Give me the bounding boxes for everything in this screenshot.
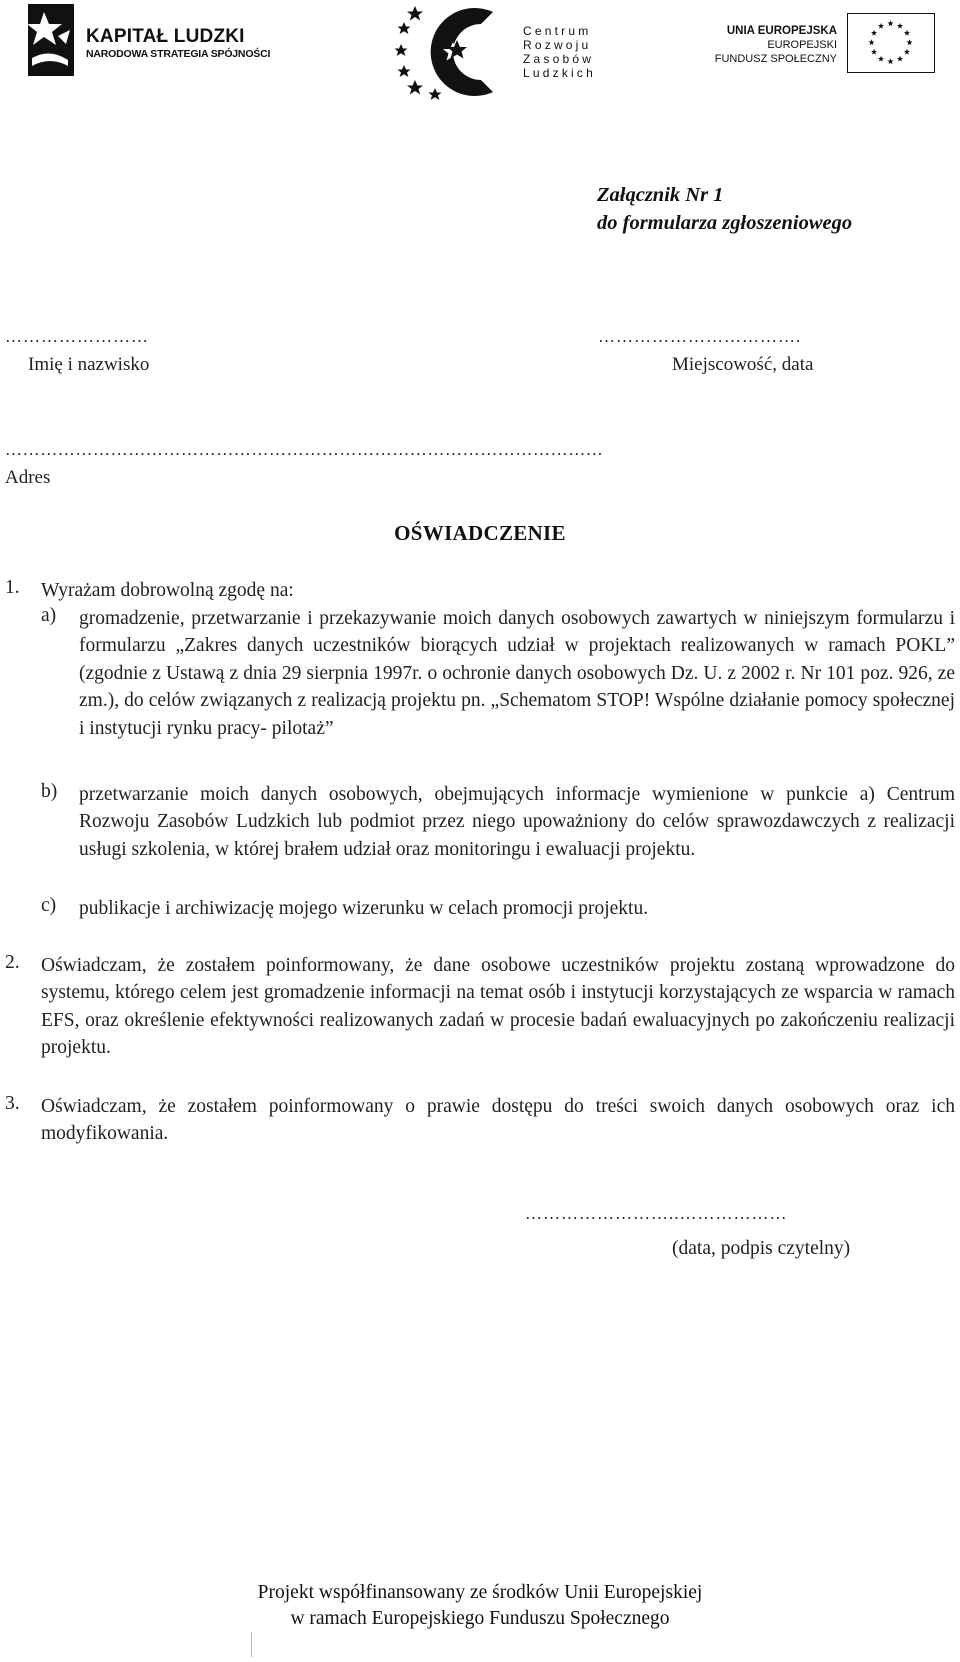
kapital-ludzki-subtitle: NARODOWA STRATEGIA SPÓJNOŚCI — [86, 48, 271, 60]
eu-star — [878, 23, 884, 29]
point-1-intro: Wyrażam dobrowolną zgodę na: — [41, 580, 294, 601]
eu-line-3: FUNDUSZ SPOŁECZNY — [714, 53, 837, 65]
point-3-text: Oświadczam, że zostałem poinformowany o prawie dostępu do treści swoich danych osobowych oraz ich modyfikowania. — [41, 1096, 955, 1145]
annex-line-1: Załącznik Nr 1 — [597, 184, 724, 206]
crzl-line-2: Rozwoju — [523, 38, 592, 52]
point-1b-label: b) — [41, 781, 58, 802]
point-2-number: 2. — [5, 952, 20, 973]
point-1c-text: publikacje i archiwizację mojego wizerunku w celach promocji projektu. — [79, 898, 649, 919]
eu-logo — [715, 13, 935, 78]
crzl-logo — [395, 2, 595, 102]
eu-line-2: EUROPEJSKI — [767, 39, 837, 51]
name-dots: …………………… — [5, 327, 149, 346]
footer-divider — [251, 1632, 252, 1657]
eu-star — [897, 56, 903, 62]
kapital-ludzki-emblem-icon — [22, 0, 78, 80]
footer-line-2: w ramach Europejskiego Funduszu Społecznego — [290, 1608, 670, 1629]
kapital-ludzki-title: KAPITAŁ LUDZKI — [86, 26, 245, 47]
eu-star — [887, 20, 893, 26]
eu-line-1: UNIA EUROPEJSKA — [726, 25, 837, 37]
eu-star — [904, 49, 910, 55]
crzl-emblem-icon — [395, 2, 505, 102]
annex-title — [597, 181, 852, 237]
point-1c-label: c) — [41, 895, 57, 916]
point-1-number: 1. — [5, 577, 20, 598]
eu-star — [906, 39, 912, 45]
eu-star — [897, 23, 903, 29]
place-date-label: Miejscowość, data — [672, 354, 814, 375]
eu-star — [904, 30, 910, 36]
crzl-line-4: Ludzkich — [523, 66, 596, 80]
signature-dots: ……………………..……………… — [525, 1204, 788, 1223]
point-1b-text: przetwarzanie moich danych osobowych, obejmujących informacje wymienione w punkcie a) Centrum Rozwoju Zasobów Ludzkich lub podmiot przez niego upoważniony do celów sprawozdawczych z realizacji usługi szkolenia, w której brałem udział oraz monitoringu i ewaluacji projektu. — [79, 784, 955, 860]
footer-line-1: Projekt współfinansowany ze środków Unii Europejskiej — [257, 1582, 703, 1603]
name-label: Imię i nazwisko — [28, 354, 150, 375]
eu-star — [871, 30, 877, 36]
eu-star — [868, 39, 874, 45]
point-2-text: Oświadczam, że zostałem poinformowany, że dane osobowe uczestników projektu zostaną wprowadzone do systemu, którego celem jest gromadzenie informacji na temat osób i instytucji korzystających ze wsparcia w ramach EFS, oraz określenie efektywności realizowanych zadań w procesie badań ewaluacyjnych po zakończeniu realizacji projektu. — [41, 955, 955, 1059]
eu-star — [871, 49, 877, 55]
eu-stars-icon — [848, 14, 933, 71]
point-1a-text: gromadzenie, przetwarzanie i przekazywanie moich danych osobowych zawartych w niniejszym formularzu i formularzu „Zakres danych uczestników biorących udział w projektach realizowanych w ramach POKL” (zgodnie z Ustawą z dnia 29 sierpnia 1997r. o ochronie danych osobowych Dz. U. z 2002 r. Nr 101 poz. 926, ze zm.), do celów związanych z realizacją projektu pn. „Schematom STOP! Wspólne działanie pomocy społecznej i instytucji rynku pracy- pilotaż” — [79, 608, 955, 739]
crzl-line-3: Zasobów — [523, 52, 595, 66]
signature-label: (data, podpis czytelny) — [672, 1238, 851, 1259]
address-dots: ………………………………………………………………………………………… — [5, 440, 604, 459]
eu-flag — [847, 13, 935, 73]
point-3-number: 3. — [5, 1093, 20, 1114]
address-label: Adres — [5, 467, 51, 488]
statement-heading: OŚWIADCZENIE — [394, 521, 566, 545]
eu-text — [715, 24, 837, 66]
eu-star — [887, 58, 893, 64]
point-1a-label: a) — [41, 605, 57, 626]
crzl-name — [523, 24, 596, 80]
place-date-dots: ……………………………. — [598, 327, 802, 346]
annex-line-2: do formularza zgłoszeniowego — [597, 212, 853, 234]
eu-star — [878, 56, 884, 62]
crzl-line-1: Centrum — [523, 24, 592, 38]
footer-cofinancing — [0, 1580, 960, 1632]
kapital-ludzki-logo — [22, 0, 271, 80]
